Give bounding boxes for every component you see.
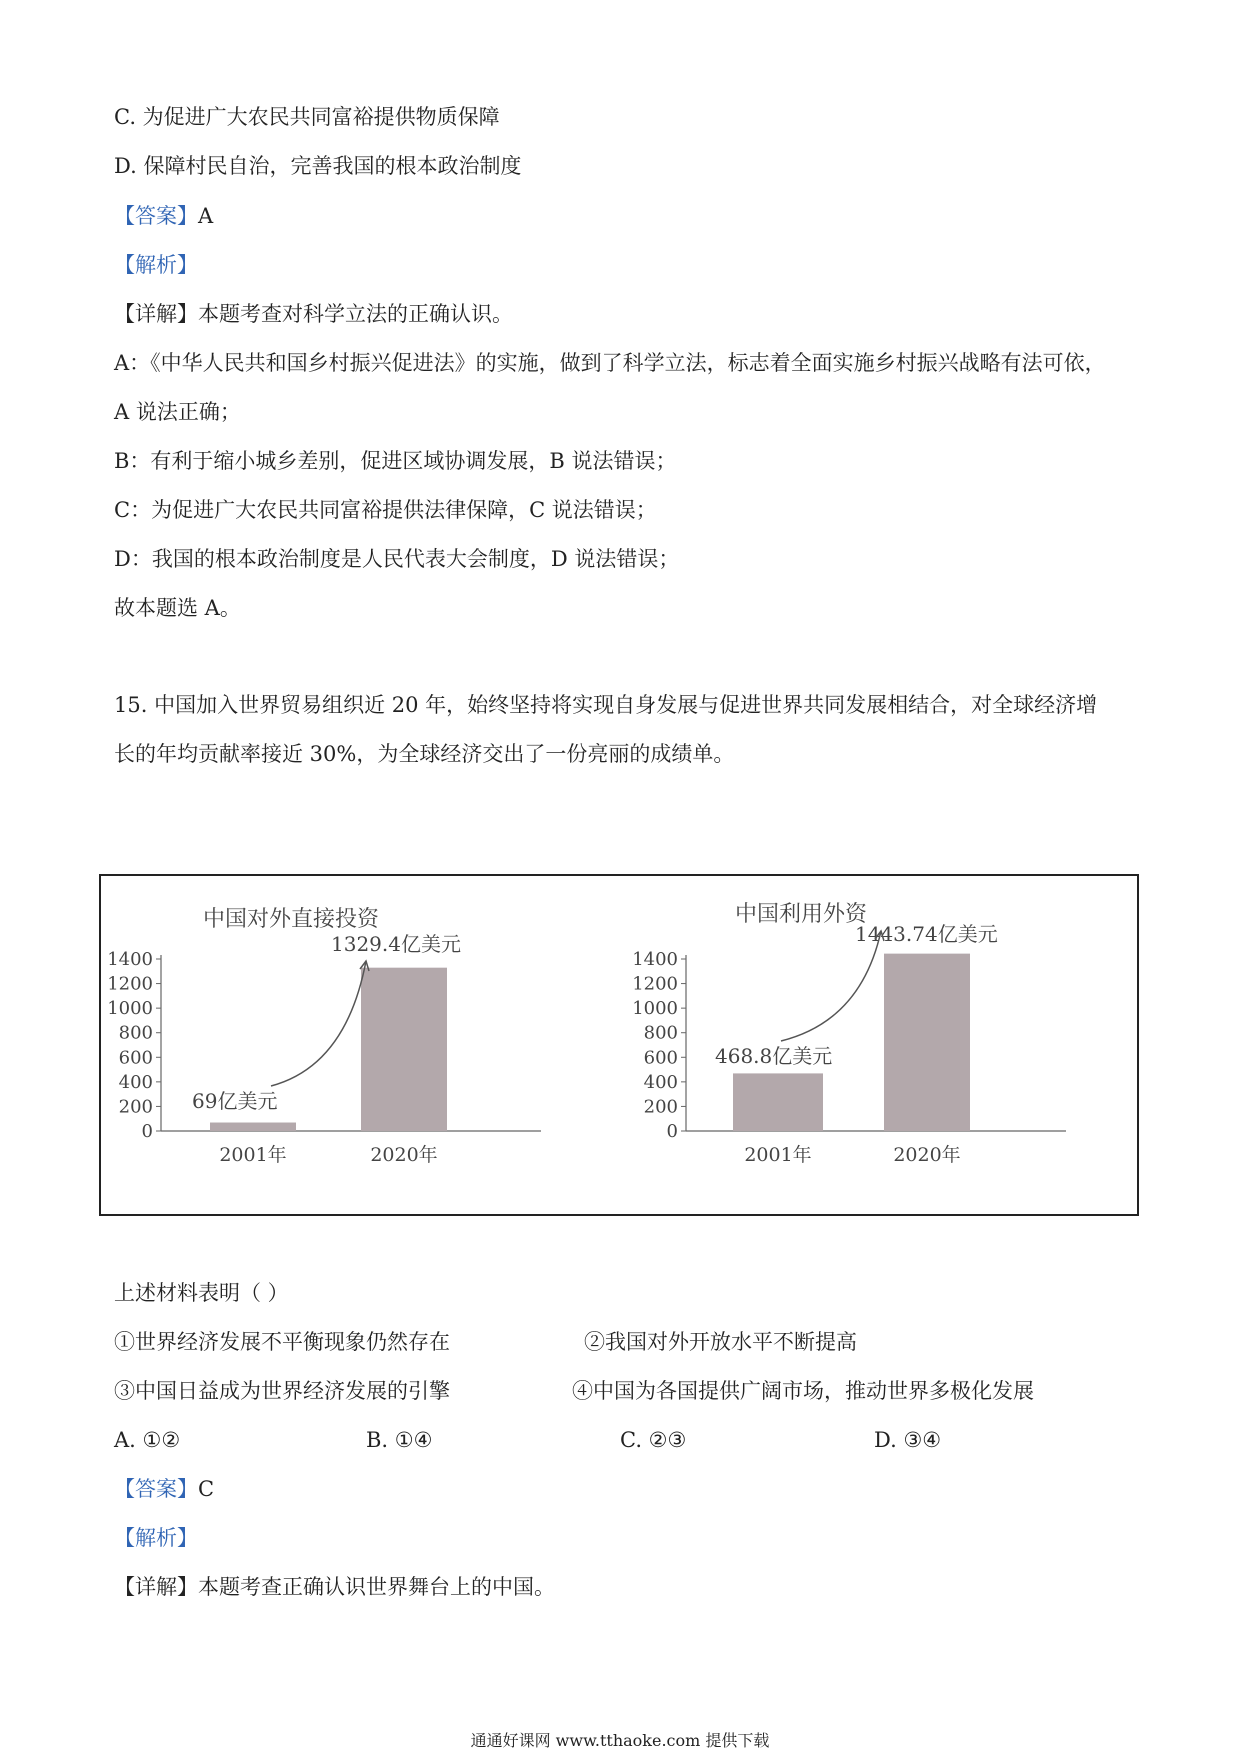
y-tick-label: 1200 bbox=[107, 973, 153, 995]
q15-stem-line-1: 15. 中国加入世界贸易组织近 20 年，始终坚持将实现自身发展与促进世界共同发展相结合，对全球经济增 bbox=[114, 693, 1098, 717]
q15-stem-line-2: 长的年均贡献率接近 30%，为全球经济交出了一份亮丽的成绩单。 bbox=[114, 742, 735, 766]
data-label: 468.8亿美元 bbox=[715, 1044, 833, 1068]
answer-tag: 【答案】 bbox=[114, 204, 198, 228]
data-label: 1329.4亿美元 bbox=[331, 932, 461, 956]
q14-option-d: D. 保障村民自治，完善我国的根本政治制度 bbox=[114, 154, 522, 178]
y-tick-label: 1400 bbox=[107, 949, 153, 970]
q15-answer bbox=[114, 1474, 214, 1504]
q14-explain-a-2: A 说法正确； bbox=[114, 400, 241, 424]
q15-prompt: 上述材料表明（ ） bbox=[114, 1281, 289, 1305]
x-category-label: 2020年 bbox=[893, 1144, 961, 1166]
x-category-label: 2001年 bbox=[219, 1144, 287, 1166]
growth-arrow bbox=[271, 961, 366, 1086]
q15-statement-1: ①世界经济发展不平衡现象仍然存在 bbox=[114, 1330, 450, 1354]
y-tick-label: 1000 bbox=[632, 998, 678, 1020]
answer-tag: 【答案】 bbox=[114, 1477, 198, 1501]
answer-value: A bbox=[198, 204, 214, 228]
y-tick-label: 1200 bbox=[632, 973, 678, 995]
page-footer: 通通好课网 www.tthaoke.com 提供下载 bbox=[470, 1731, 770, 1750]
y-tick-label: 600 bbox=[118, 1047, 153, 1069]
y-tick-label: 0 bbox=[666, 1121, 678, 1142]
q14-conclusion: 故本题选 A。 bbox=[114, 596, 241, 620]
chart-outward-investment bbox=[101, 876, 621, 1214]
bar bbox=[210, 1123, 296, 1131]
q14-analysis-tag: 【解析】 bbox=[114, 253, 198, 277]
bar bbox=[733, 1073, 823, 1131]
y-tick-label: 200 bbox=[118, 1096, 153, 1118]
q15-choice-d: D. ③④ bbox=[874, 1428, 942, 1452]
bar bbox=[884, 954, 970, 1131]
q15-statement-2: ②我国对外开放水平不断提高 bbox=[584, 1330, 857, 1354]
q14-answer bbox=[114, 201, 213, 231]
bar bbox=[361, 968, 447, 1131]
x-category-label: 2020年 bbox=[370, 1144, 438, 1166]
q14-explain-a-1: A：《中华人民共和国乡村振兴促进法》的实施，做到了科学立法，标志着全面实施乡村振兴战略有法可依， bbox=[114, 351, 1106, 375]
y-tick-label: 200 bbox=[643, 1096, 678, 1118]
chart-title: 中国对外直接投资 bbox=[202, 907, 380, 932]
data-label: 69亿美元 bbox=[192, 1089, 278, 1113]
y-tick-label: 1400 bbox=[632, 949, 678, 970]
y-tick-label: 0 bbox=[141, 1121, 153, 1142]
answer-value: C bbox=[198, 1477, 215, 1501]
y-tick-label: 800 bbox=[643, 1022, 678, 1044]
chart-title: 中国利用外资 bbox=[734, 902, 868, 927]
y-tick-label: 800 bbox=[118, 1022, 153, 1044]
q15-choice-a: A. ①② bbox=[114, 1428, 181, 1452]
data-label: 1443.74亿美元 bbox=[855, 922, 998, 946]
chart-foreign-capital bbox=[621, 876, 1137, 1214]
y-tick-label: 400 bbox=[118, 1071, 153, 1093]
y-tick-label: 1000 bbox=[107, 998, 153, 1020]
chart-figure-box bbox=[99, 874, 1139, 1216]
q15-statement-3: ③中国日益成为世界经济发展的引擎 bbox=[114, 1379, 450, 1403]
q15-analysis-tag: 【解析】 bbox=[114, 1526, 198, 1550]
y-tick-label: 600 bbox=[643, 1047, 678, 1069]
q15-detail: 【详解】本题考查正确认识世界舞台上的中国。 bbox=[114, 1575, 555, 1599]
q14-explain-c: C：为促进广大农民共同富裕提供法律保障，C 说法错误； bbox=[114, 498, 657, 522]
y-tick-label: 400 bbox=[643, 1071, 678, 1093]
q14-option-c: C. 为促进广大农民共同富裕提供物质保障 bbox=[114, 105, 500, 129]
q14-explain-d: D：我国的根本政治制度是人民代表大会制度，D 说法错误； bbox=[114, 547, 680, 571]
q15-choice-c: C. ②③ bbox=[620, 1428, 687, 1452]
x-category-label: 2001年 bbox=[744, 1144, 812, 1166]
growth-arrow bbox=[781, 931, 881, 1041]
q15-choice-b: B. ①④ bbox=[366, 1428, 433, 1452]
q14-explain-b: B：有利于缩小城乡差别，促进区域协调发展，B 说法错误； bbox=[114, 449, 677, 473]
q14-detail: 【详解】本题考查对科学立法的正确认识。 bbox=[114, 302, 513, 326]
q15-statement-4: ④中国为各国提供广阔市场，推动世界多极化发展 bbox=[572, 1379, 1034, 1403]
